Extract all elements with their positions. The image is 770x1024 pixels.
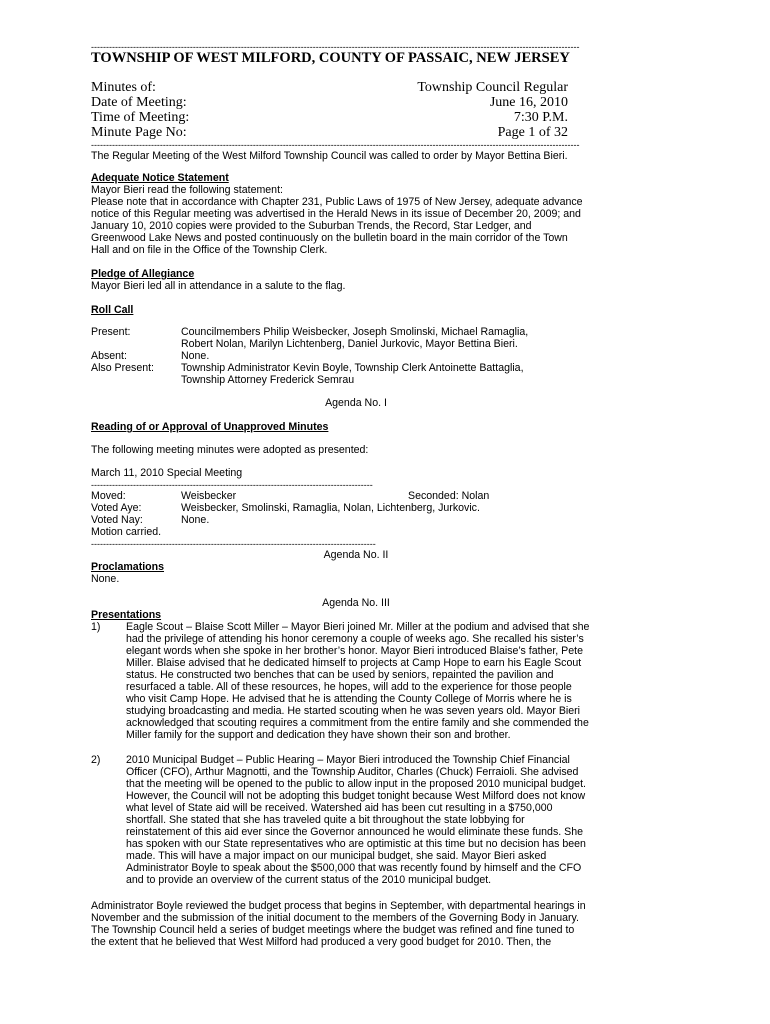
header-label: Time of Meeting:: [91, 110, 190, 125]
header-divider: -------------------------------------------------------------------------------------------------------------------------------------------------------------------: [91, 140, 580, 150]
present-line: Councilmembers Philip Weisbecker, Joseph Smolinski, Michael Ramaglia,: [181, 326, 529, 338]
moved-label: Moved:: [91, 490, 126, 502]
voted-aye-label: Voted Aye:: [91, 502, 142, 514]
motion-carried: Motion carried.: [91, 526, 162, 538]
item-number: 2): [91, 754, 101, 766]
also-present-line: Township Attorney Frederick Semrau: [181, 374, 355, 386]
proclamations-text: None.: [91, 573, 120, 585]
agenda-number-3: Agenda No. III: [322, 597, 390, 609]
meeting-reference: March 11, 2010 Special Meeting: [91, 467, 243, 479]
adequate-notice-line: notice of this Regular meeting was advertised in the Herald News in its issue of December 20, 2009; and: [91, 208, 581, 220]
item-line: acknowledged that scouting requires a commitment from the entire family and she commended the: [126, 717, 589, 729]
absent-label: Absent:: [91, 350, 127, 362]
item-line: However, the Council will not be adopting this budget tonight because West Milford does not know: [126, 790, 586, 802]
item-line: and to provide an overview of the current status of the 2010 municipal budget.: [126, 874, 492, 886]
closing-line: the extent that he believed that West Milford had produced a very good budget for 2010. Then, the: [91, 936, 552, 948]
presentations-heading: Presentations: [91, 609, 162, 621]
item-line: Miller family for the support and dedication they have shown their son and brother.: [126, 729, 511, 741]
item-line: that the meeting will be opened to the public to allow input in the proposed 2010 municipal budget.: [126, 778, 586, 790]
adequate-notice-line: Please note that in accordance with Chapter 231, Public Laws of 1975 of New Jersey, adequate advance: [91, 196, 583, 208]
header-label: Minute Page No:: [91, 125, 187, 140]
adequate-notice-line: Hall and on file in the Office of the Township Clerk.: [91, 244, 328, 256]
item-line: who visit Camp Hope. He advised that he is attending the County College of Morris where he is: [126, 693, 572, 705]
document-title: TOWNSHIP OF WEST MILFORD, COUNTY OF PASSAIC, NEW JERSEY: [91, 50, 570, 66]
item-line: studying broadcasting and media. He started scouting when he was seven years old. Mayor Bieri: [126, 705, 581, 717]
item-line: Officer (CFO), Arthur Magnotti, and the Township Auditor, Charles (Chuck) Ferraioli. She advised: [126, 766, 579, 778]
roll-call-heading: Roll Call: [91, 304, 134, 316]
minutes-approval-text: The following meeting minutes were adopted as presented:: [91, 444, 369, 456]
pledge-text: Mayor Bieri led all in attendance in a salute to the flag.: [91, 280, 346, 292]
adequate-notice-heading: Adequate Notice Statement: [91, 172, 229, 184]
item-number: 1): [91, 621, 101, 633]
agenda-number-1: Agenda No. I: [325, 397, 387, 409]
voted-nay-label: Voted Nay:: [91, 514, 143, 526]
adequate-notice-line: Greenwood Lake News and posted continuously on the bulletin board in the main corridor of the Town: [91, 232, 568, 244]
item-line: reinstatement of this aid ever since the Governor announced he would eliminate these funds. She: [126, 826, 583, 838]
item-line: made. This will have a major impact on our municipal budget, she said. Mayor Bieri asked: [126, 850, 547, 862]
header-value: June 16, 2010: [489, 95, 568, 110]
adequate-notice-line: January 10, 2010 copies were provided to the Suburban Trends, the Record, Star Ledger, and: [91, 220, 532, 232]
top-divider: -------------------------------------------------------------------------------------------------------------------------------------------------------------------: [91, 42, 580, 52]
also-present-label: Also Present:: [91, 362, 155, 374]
item-line: shortfall. She stated that she has traveled quite a bit throughout the state lobbying for: [126, 814, 525, 826]
item-line: elegant words when she spoke in her brother’s honor. Mayor Bieri introduced Blaise’s father, Pete: [126, 645, 583, 657]
proclamations-heading: Proclamations: [91, 561, 165, 573]
item-line: Administrator Boyle to speak about the $500,000 that was recently found by himself and the CFO: [126, 862, 582, 874]
item-line: has spoken with our State representatives who are optimistic at this time but no decision has been: [126, 838, 586, 850]
absent-value: None.: [181, 350, 210, 362]
voted-aye-value: Weisbecker, Smolinski, Ramaglia, Nolan, Lichtenberg, Jurkovic.: [181, 502, 480, 514]
seconded-value: Seconded: Nolan: [408, 490, 490, 502]
closing-line: November and the submission of the initial document to the members of the Governing Body in January.: [91, 912, 579, 924]
agenda-number-2: Agenda No. II: [323, 549, 389, 561]
item-line: Eagle Scout – Blaise Scott Miller – Mayor Bieri joined Mr. Miller at the podium and advised that she: [126, 621, 590, 633]
also-present-line: Township Administrator Kevin Boyle, Township Clerk Antoinette Battaglia,: [181, 362, 524, 374]
item-line: resurfaced a table. All of these resources, he hopes, will add to the experience for those people: [126, 681, 572, 693]
minutes-approval-heading: Reading of or Approval of Unapproved Minutes: [91, 421, 329, 433]
header-label: Date of Meeting:: [91, 95, 187, 110]
intro-paragraph: The Regular Meeting of the West Milford Township Council was called to order by Mayor Bettina Bieri.: [91, 150, 568, 162]
moved-value: Weisbecker: [181, 490, 237, 502]
header-value: Township Council Regular: [417, 80, 568, 95]
item-line: Miller. Blaise advised that he dedicated himself to projects at Camp Hope to earn his Eagle Scout: [126, 657, 582, 669]
voted-nay-value: None.: [181, 514, 210, 526]
adequate-notice-line: Mayor Bieri read the following statement:: [91, 184, 283, 196]
closing-line: The Township Council held a series of budget meetings where the budget was refined and fine tuned to: [91, 924, 575, 936]
item-line: 2010 Municipal Budget – Public Hearing – Mayor Bieri introduced the Township Chief Financial: [126, 754, 570, 766]
item-line: status. He constructed two benches that can be used by seniors, repainted the pavilion and: [126, 669, 554, 681]
header-value: Page 1 of 32: [497, 125, 568, 140]
item-line: had the privilege of attending his honor ceremony a couple of weeks ago. She recalled his sister’s: [126, 633, 584, 645]
present-label: Present:: [91, 326, 131, 338]
motion-divider-top: ----------------------------------------------------------------------------------------------: [91, 480, 373, 490]
item-line: what level of State aid will be received. Watershed aid has been cut resulting in a $750,000: [126, 802, 553, 814]
header-label: Minutes of:: [91, 80, 156, 95]
header-value: 7:30 P.M.: [513, 110, 568, 125]
present-line: Robert Nolan, Marilyn Lichtenberg, Daniel Jurkovic, Mayor Bettina Bieri.: [181, 338, 518, 350]
pledge-heading: Pledge of Allegiance: [91, 268, 195, 280]
motion-divider-bottom: -----------------------------------------------------------------------------------------------: [91, 539, 376, 549]
closing-line: Administrator Boyle reviewed the budget process that begins in September, with departmental hearings in: [91, 900, 586, 912]
